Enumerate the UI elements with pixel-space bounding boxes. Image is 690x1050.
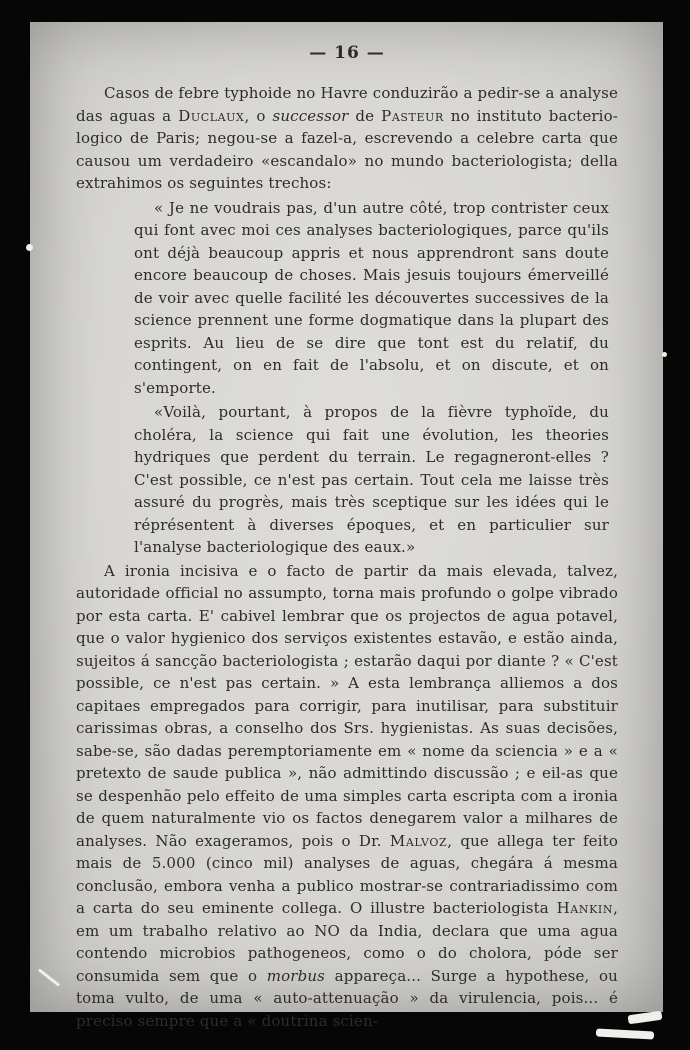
text-run: Casos de febre typhoide no Havre conduzirão a pedir-se a analyse das aguas a [76, 84, 618, 125]
person-name: Hankin [556, 899, 614, 917]
paragraph-quote-1 [134, 197, 609, 400]
paragraph-commentary [76, 560, 618, 1033]
page-text [76, 82, 618, 1032]
text-run: , que allega ter feito mais de 5.000 (cinco mil) analyses de aguas, chegára á mesma conclusão, embora venha a publico mostrar-se contrariadissimo com a carta do seu eminente collega. O illustre bacteriologista [76, 831, 618, 917]
italic-term: morbus [266, 966, 326, 985]
person-name: Pasteur [381, 106, 444, 125]
text-run: appareça... Surge a hypothese, ou toma vulto, de uma « auto-attenuação » da virulencia, pois... é preciso sempre que a « doutrina scien- [76, 966, 618, 1030]
text-run: « Je ne voudrais pas, d'un autre côté, trop contrister ceux qui font avec moi ces analyses bacteriologiques, parce qu'ils ont déjà beaucoup appris et nous apprendront sans doute encore beaucoup de choses. Mais jesuis toujours émerveillé de voir avec quelle facilité les découvertes successives de la science prennent une forme dogmatique dans la plupart des esprits. Au lieu de se dire que tont est du relatif, du contingent, on en fait de l'absolu, et on discute, et on s'emporte. [134, 198, 609, 397]
text-run: A ironia incisiva e o facto de partir da mais elevada, talvez, autoridade official no assumpto, torna mais profundo o golpe vibrado por esta carta. E' cabivel lembrar que os projectos de agua potavel, que o valor hygienico dos serviços existentes estavão, e estão ainda, sujeitos á sancção bacteriologista ; estarão daqui por diante ? « C'est possible, ce n'est pas certain. » A esta lembrança alliemos a dos capitaes empregados para corrigir, para inutilisar, para substituir carissimas obras, a conselho dos Srs. hygienistas. As suas decisões, sabe-se, são dadas peremptoriamente em « nome da sciencia » e a « pretexto de saude publica », não admittindo discussão ; e eil-as que se despenhão pelo effeito de uma simples carta escripta com a ironia de quem naturalmente vio os factos denegarem valor a milhares de analyses. Não exageramos, pois o Dr. [76, 561, 618, 850]
book-page [30, 22, 663, 1030]
page-number: — 16 — [309, 43, 385, 63]
scan-artifact-corner-mark [596, 1028, 654, 1039]
scan-artifact-corner-mark [628, 1011, 663, 1025]
scan-artifact-speck [26, 244, 33, 251]
paragraph-intro [76, 82, 618, 195]
text-run: de [348, 106, 382, 125]
scan-artifact-speck [662, 352, 667, 357]
person-name: Malvoz [389, 831, 448, 850]
text-run: «Voilà, pourtant, à propos de la fièvre typhoïde, du choléra, la science qui fait une évolution, les theories hydriques que perdent du terrain. Le regagneront-elles ? C'est possible, ce n'est pas certain. Tout cela me laisse très assuré du progrès, mais très sceptique sur les idées qui le réprésentent à diverses époques, et en particulier sur l'analyse bacteriologique des eaux.» [134, 403, 609, 556]
paragraph-quote-2 [134, 401, 609, 559]
person-name: Duclaux [178, 106, 245, 125]
italic-term: successor [272, 106, 349, 125]
text-run: , em um trabalho relativo ao NO da India, declara que uma agua contendo microbios pathogeneos, como o do cholora, póde ser consumida sem que o [76, 899, 618, 985]
text-run: no instituto bacterio-logico de Paris; negou-se a fazel-a, escrevendo a celebre carta que causou um verdadeiro «escandalo» no mundo bacteriologista; della extrahimos os seguintes trechos: [76, 106, 619, 192]
text-run: , o [244, 106, 273, 125]
